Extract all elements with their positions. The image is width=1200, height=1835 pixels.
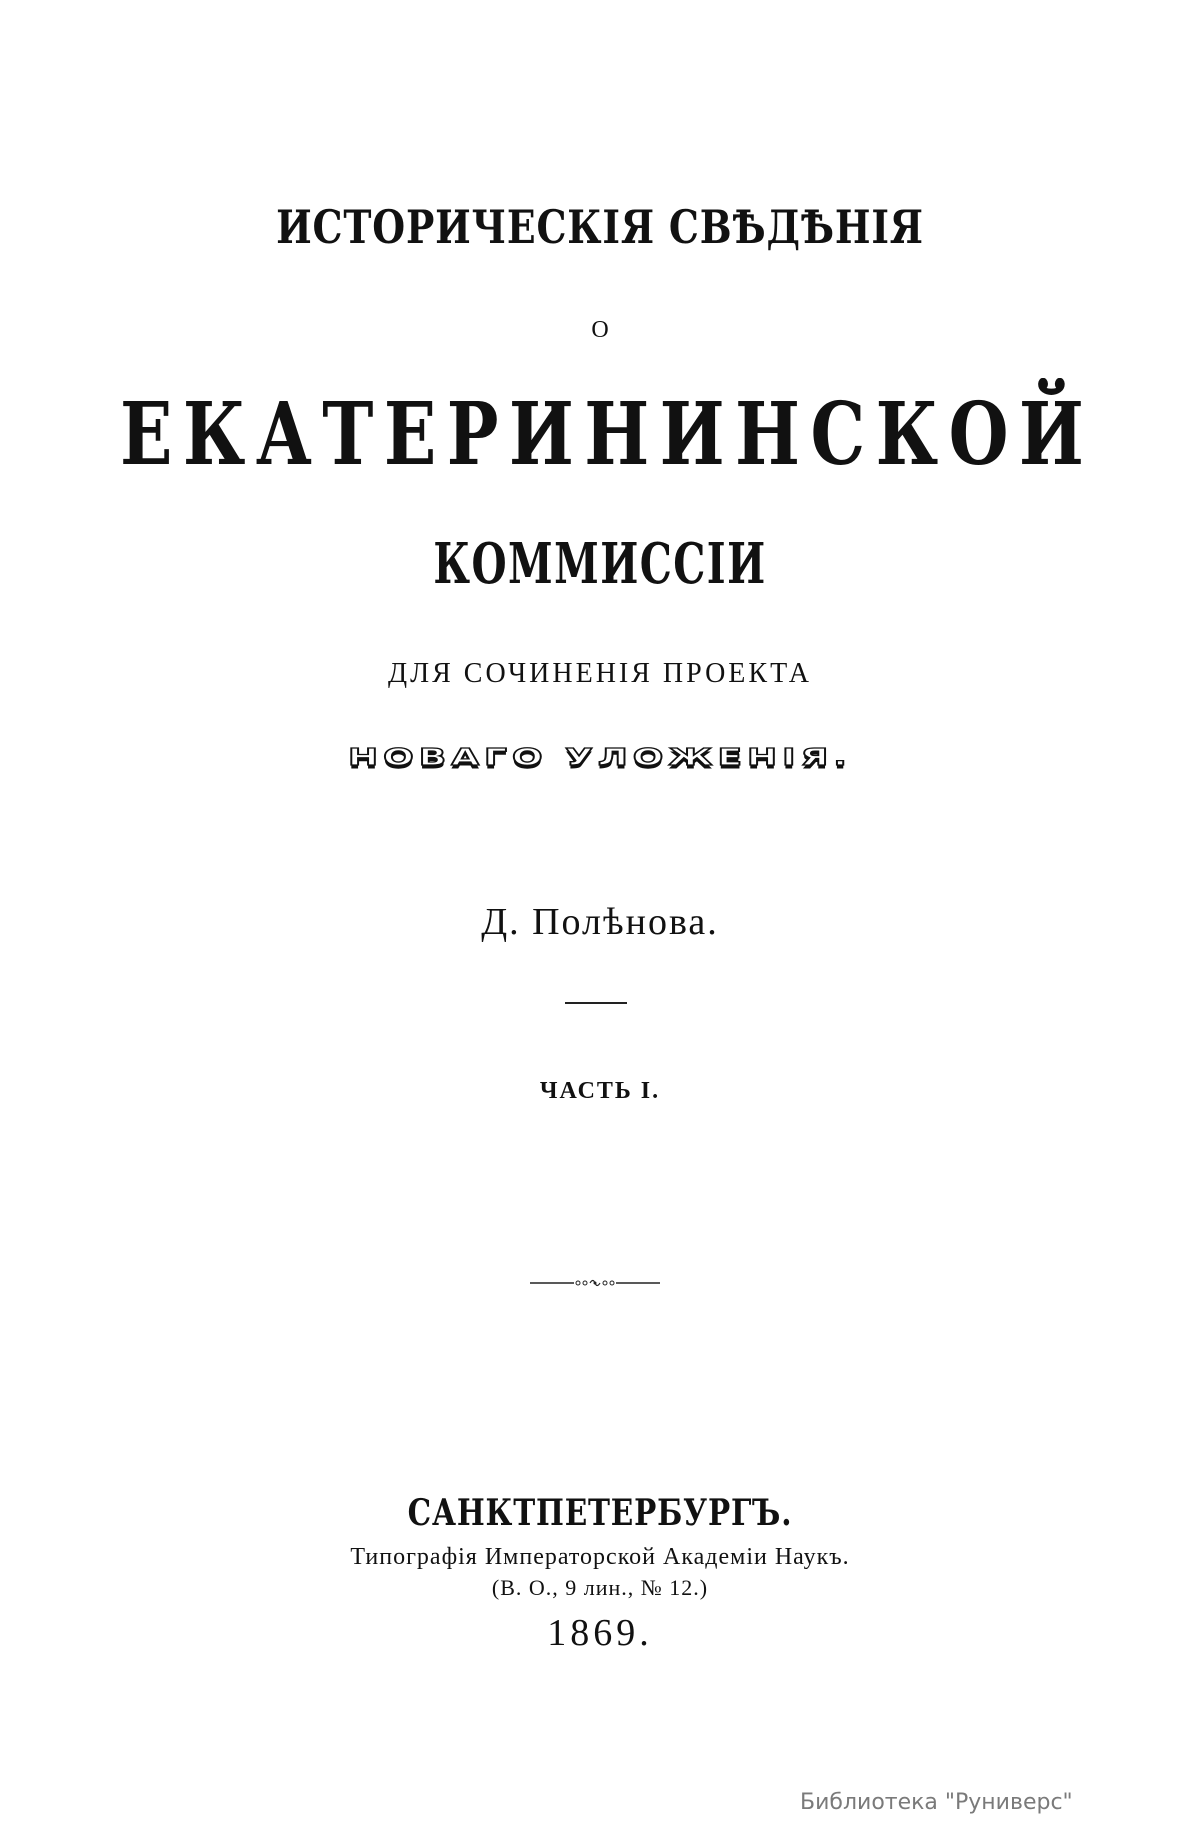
subtitle-line-project: ДЛЯ СОЧИНЕНІЯ ПРОЕКТА	[388, 658, 812, 689]
title-line-commission: КОММИССІИ	[433, 531, 767, 597]
title-line-catherine: ЕКАТЕРИНИНСКОЙ	[120, 384, 1095, 485]
title-line-about: О	[591, 317, 609, 343]
imprint-city: САНКТПЕТЕРБУРГЪ.	[407, 1492, 793, 1534]
ornamental-divider	[530, 1275, 660, 1291]
author-name: Д. Полѣнова.	[481, 901, 719, 943]
imprint-year: 1869.	[547, 1612, 653, 1654]
imprint-address: (В. О., 9 лин., № 12.)	[491, 1575, 709, 1600]
decorative-title-new-code: НОВАГО УЛОЖЕНІЯ.	[348, 744, 852, 771]
imprint-printer: Типографія Императорской Академіи Наукъ.	[350, 1544, 850, 1570]
part-number: ЧАСТЬ I.	[539, 1078, 661, 1104]
title-line-historical-information: ИСТОРИЧЕСКІЯ СВѢДѢНІЯ	[276, 200, 924, 254]
library-watermark: Библиотека "Руниверс"	[800, 1790, 1073, 1815]
short-divider-rule	[565, 1002, 627, 1004]
